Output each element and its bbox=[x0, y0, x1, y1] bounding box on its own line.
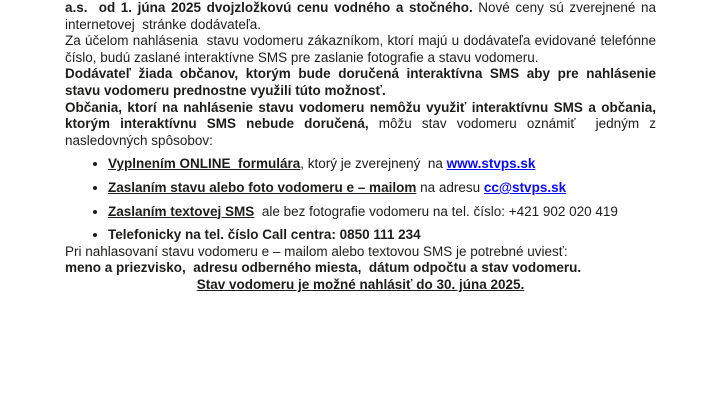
required-fields-bold-text: meno a priezvisko, adresu odberného miesta, dátum odpočtu a stav vodomeru. bbox=[65, 260, 582, 276]
price-change-regular-text: Nové ceny sú zverejnené na internetovej stránke dodávateľa. bbox=[65, 0, 656, 32]
list-item-email bbox=[108, 180, 656, 197]
alternative-methods-regular-text: môžu stav vodomeru oznámiť jedným z nasledovných spôsobov: bbox=[65, 116, 656, 148]
email-link[interactable]: cc@stvps.sk bbox=[483, 179, 567, 195]
alternative-methods-bold-text: Občania, ktorí na nahlásenie stavu vodomeru nemôžu využiť interaktívnu SMS a občania, ktorým interaktívnu SMS nebude doručená, bbox=[65, 99, 656, 132]
paragraph-reporting-note bbox=[65, 244, 656, 261]
paragraph-sms-purpose bbox=[65, 33, 656, 66]
paragraph-alternative-methods bbox=[65, 100, 656, 150]
sms-lead-text: Zaslaním textovej SMS bbox=[108, 203, 255, 219]
price-change-bold-text: a.s. od 1. júna 2025 dvojzložkovú cenu vodného a stočného. bbox=[65, 0, 473, 15]
paragraph-supplier-request bbox=[65, 66, 656, 99]
list-item-sms bbox=[108, 204, 656, 221]
website-link[interactable]: www.stvps.sk bbox=[446, 156, 536, 172]
paragraph-required-fields bbox=[65, 260, 656, 277]
online-form-lead-text: Vyplnením ONLINE formulára bbox=[108, 156, 301, 172]
email-lead-text: Zaslaním stavu alebo foto vodomeru e – mailom bbox=[108, 179, 417, 195]
online-form-mid-text: , ktorý je zverejnený na bbox=[300, 156, 447, 172]
reporting-note-text: Pri nahlasovaní stavu vodomeru e – mailom alebo textovou SMS je potrebné uviesť: bbox=[65, 243, 568, 259]
paragraph-price-change bbox=[65, 0, 656, 33]
phone-bold-text: Telefonicky na tel. číslo Call centra: 0850 111 234 bbox=[108, 227, 421, 243]
sms-purpose-text: Za účelom nahlásenia stavu vodomeru zákazníkom, ktorí majú u dodávateľa evidované telefónne číslo, budú zaslané interaktívne SMS pre zaslanie fotografie a stavu vodomeru. bbox=[65, 33, 656, 65]
deadline-title-text: Stav vodomeru je možné nahlásiť do 30. júna 2025. bbox=[196, 276, 525, 292]
list-item-phone bbox=[108, 227, 656, 244]
reporting-methods-list bbox=[65, 156, 656, 243]
email-mid-text: na adresu bbox=[416, 179, 484, 195]
list-item-online-form bbox=[108, 156, 656, 173]
supplier-request-bold-text: Dodávateľ žiada občanov, ktorým bude doručená interaktívna SMS aby pre nahlásenie stavu vodomeru prednostne využili túto možnosť. bbox=[65, 66, 656, 98]
deadline-title bbox=[65, 277, 656, 294]
notice-body bbox=[65, 0, 656, 294]
sms-mid-text: ale bez fotografie vodomeru na tel. číslo: +421 902 020 419 bbox=[254, 203, 618, 219]
